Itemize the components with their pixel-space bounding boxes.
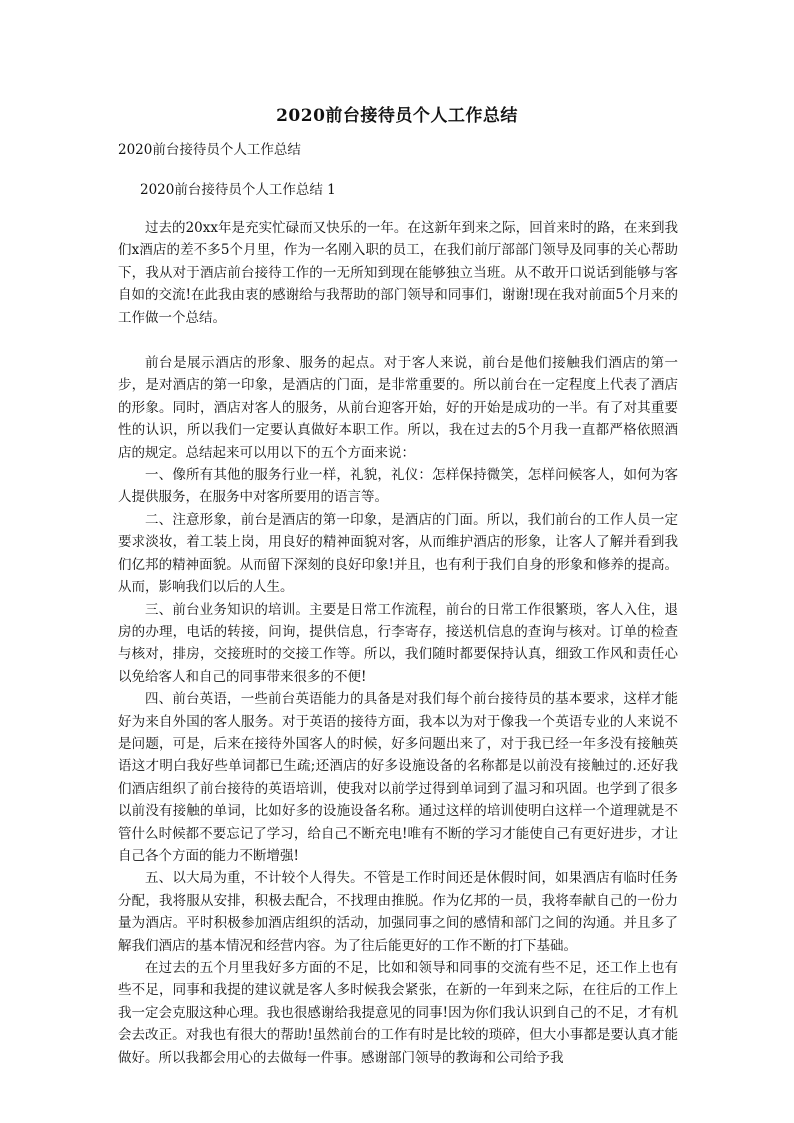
- document-title: 2020前台接待员个人工作总结: [276, 106, 518, 126]
- paragraph-shortcomings: 在过去的五个月里我好多方面的不足，比如和领导和同事的交流有些不足，还工作上也有些不足，同事和我提的建议就是客人多时候我会紧张，在新的一年到来之际，在往后的工作上我一定会克服这种心理。我也很感谢给我提意见的同事!因为你们我认识到自己的不足，才有机会去改正。对我也有很大的帮助!虽然前台的工作有时是比较的琐碎，但大小事都是要认真才能做好。所以我都会用心的去做每一件事。感谢部门领导的教诲和公司给予我: [118, 960, 678, 1066]
- paragraph-point-5-teamwork: 五、以大局为重，不计较个人得失。不管是工作时间还是休假时间，如果酒店有临时任务分配，我将服从安排，积极去配合，不找理由推脱。作为亿邦的一员，我将奉献自己的一份力量为酒店。平时积极参加酒店组织的活动，加强同事之间的感情和部门之间的沟通。并且多了解我们酒店的基本情况和经营内容。为了往后能更好的工作不断的打下基础。: [118, 870, 678, 954]
- paragraph-intro: 过去的20xx年是充实忙碌而又快乐的一年。在这新年到来之际，回首来时的路，在来到我们x酒店的差不多5个月里，作为一名刚入职的员工，在我们前厅部部门领导及同事的关心帮助下，我从对于酒店前台接待工作的一无所知到现在能够独立当班。从不敢开口说话到能够与客自如的交流!在此我由衷的感谢给与我帮助的部门领导和同事们，谢谢!现在我对前面5个月来的工作做一个总结。: [118, 220, 678, 326]
- paragraph-point-3-training: 三、前台业务知识的培训。主要是日常工作流程，前台的日常工作很繁琐，客人入住，退房的办理，电话的转接，问询，提供信息，行李寄存，接送机信息的查询与核对。订单的检查与核对，排房，交接班时的交接工作等。所以，我们随时都要保持认真，细致工作风和责任心以免给客人和自己的同事带来很多的不便!: [118, 601, 678, 685]
- paragraph-point-1-etiquette: 一、像所有其他的服务行业一样，礼貌，礼仪：怎样保持微笑，怎样问候客人，如何为客人提供服务，在服务中对客所要用的语言等。: [118, 467, 678, 506]
- document-body: [118, 217, 678, 1069]
- paragraph-point-2-image: 二、注意形象，前台是酒店的第一印象，是酒店的门面。所以，我们前台的工作人员一定要求淡妆，着工装上岗，用良好的精神面貌对客，从而维护酒店的形象，让客人了解并看到我们亿邦的精神面貌。从而留下深刻的良好印象!并且，也有利于我们自身的形象和修养的提高。从而，影响我们以后的人生。: [118, 511, 678, 596]
- paragraph-front-desk-role: 前台是展示酒店的形象、服务的起点。对于客人来说，前台是他们接触我们酒店的第一步，是对酒店的第一印象，是酒店的门面，是非常重要的。所以前台在一定程度上代表了酒店的形象。同时，酒店对客人的服务，从前台迎客开始，好的开始是成功的一半。有了对其重要性的认识，所以我们一定要认真做好本职工作。所以，我在过去的5个月我一直都严格依照酒店的规定。总结起来可以用以下的五个方面来说：: [118, 355, 678, 461]
- document-subtitle: 2020前台接待员个人工作总结: [118, 142, 301, 158]
- section-heading: 2020前台接待员个人工作总结 1: [140, 182, 336, 198]
- paragraph-point-4-english: 四、前台英语，一些前台英语能力的具备是对我们每个前台接待员的基本要求，这样才能好为来自外国的客人服务。对于英语的接待方面，我本以为对于像我一个英语专业的人来说不是问题，可是，后来在接待外国客人的时候，好多问题出来了，对于我已经一年多没有接触英语这才明白我好些单词都已生疏;还酒店的好多设施设备的名称都是以前没有接触过的.还好我们酒店组织了前台接待的英语培训，使我对以前学过得到单词到了温习和巩固。也学到了很多以前没有接触的单词，比如好多的设施设备名称。通过这样的培训使明白这样一个道理就是不管什么时候都不要忘记了学习，给自己不断充电!唯有不断的学习才能使自己有更好进步，才让自己各个方面的能力不断增强!: [118, 691, 678, 864]
